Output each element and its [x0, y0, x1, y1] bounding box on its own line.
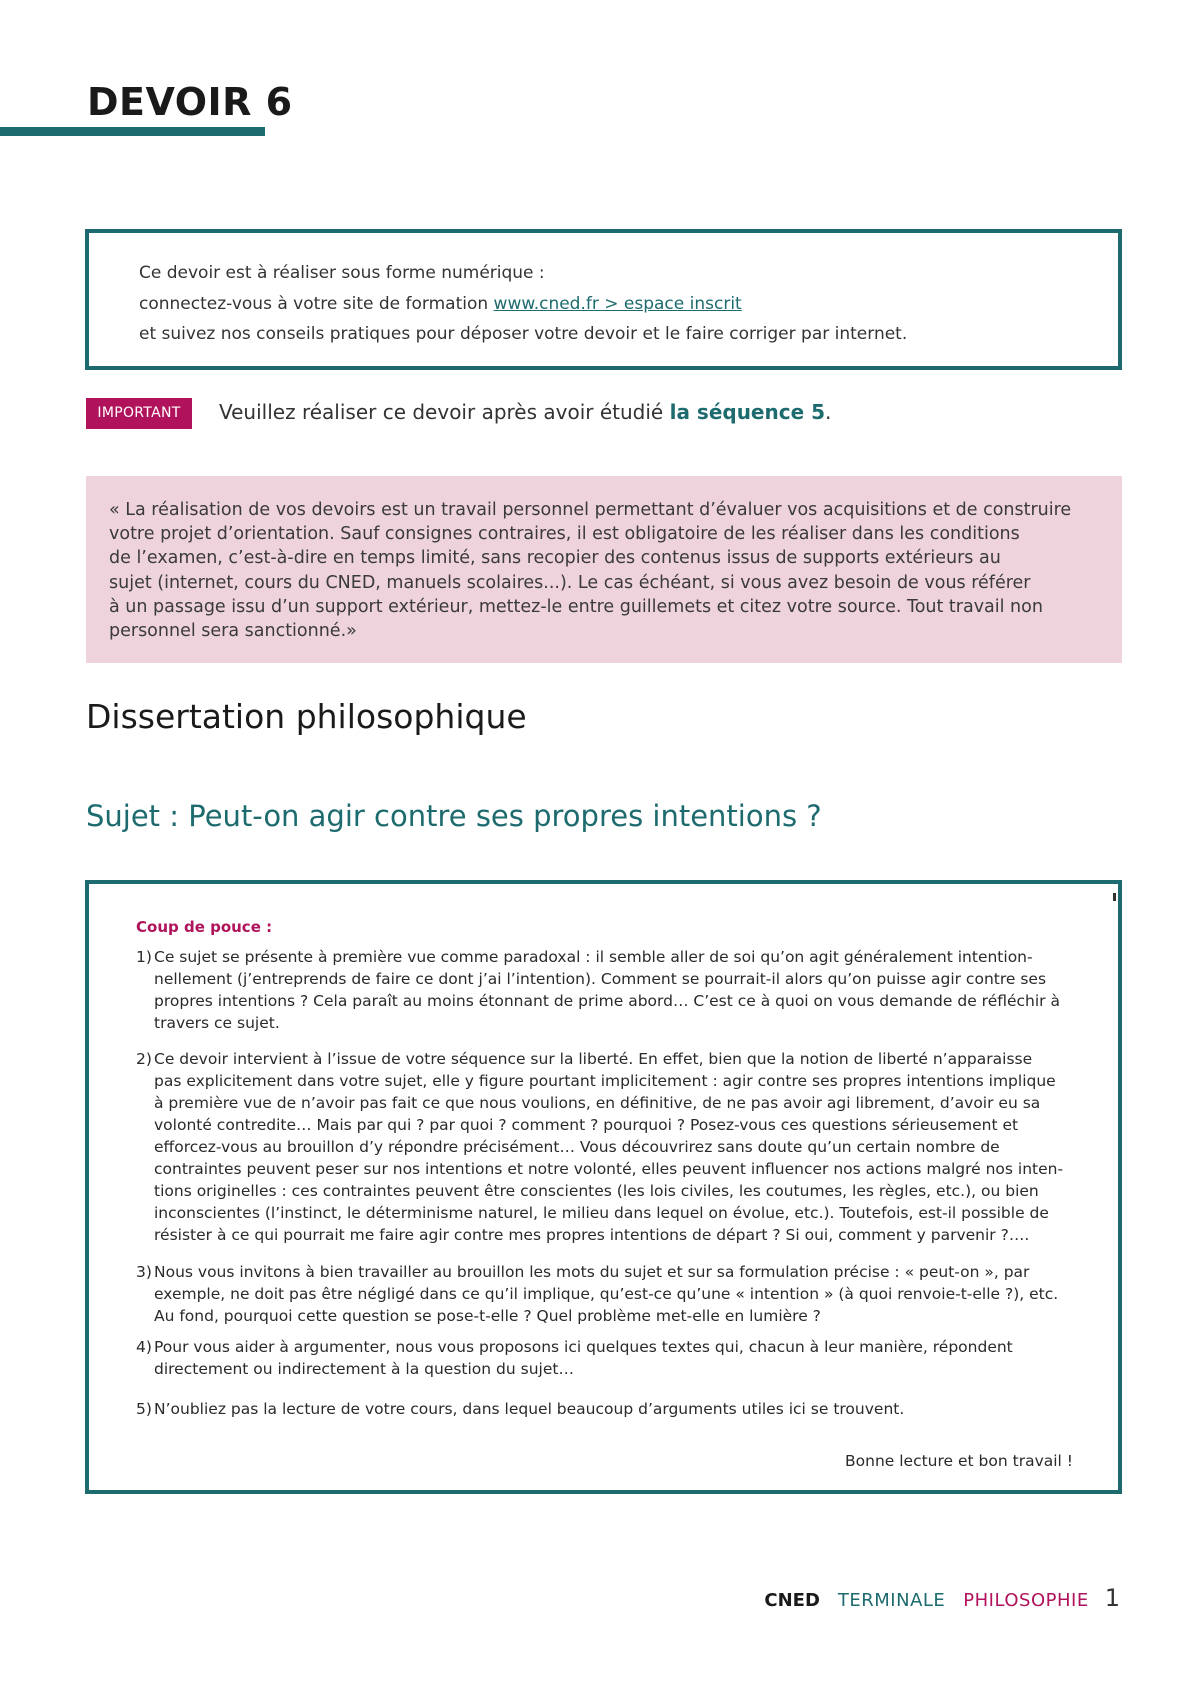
coup-de-pouce-box	[85, 880, 1122, 1494]
item-line: exemple, ne doit pas être négligé dans ce qu’il implique, qu’est-ce qu’une « intention » (à quoi renvoie-t-elle ?), etc.	[154, 1285, 1059, 1303]
important-text-prefix: Veuillez réaliser ce devoir après avoir étudié	[219, 400, 670, 424]
title-underline	[0, 127, 265, 136]
item-line: volonté contredite… Mais par qui ? par quoi ? comment ? pourquoi ? Posez-vous ces questions sérieusement et	[154, 1116, 1019, 1134]
item-number: 3)	[136, 1263, 152, 1281]
item-number: 1)	[136, 948, 152, 966]
item-line: tions originelles : ces contraintes peuvent être conscientes (les lois civiles, les coutumes, les règles, etc.), ou bien	[154, 1182, 1039, 1200]
item-line: Au fond, pourquoi cette question se pose-t-elle ? Quel problème met-elle en lumière ?	[154, 1307, 821, 1325]
list-item	[136, 946, 1066, 1034]
notice-line: « La réalisation de vos devoirs est un travail personnel permettant d’évaluer vos acquisitions et de construire	[109, 500, 1072, 520]
notice-line: votre projet d’orientation. Sauf consignes contraires, il est obligatoire de les réaliser dans les conditions	[109, 524, 1020, 545]
item-line: Ce sujet se présente à première vue comme paradoxal : il semble aller de soi qu’on agit généralement intention-	[154, 948, 1033, 966]
important-badge: IMPORTANT	[86, 398, 192, 429]
item-line: pas explicitement dans votre sujet, elle y figure pourtant implicitement : agir contre ses propres intentions implique	[154, 1072, 1056, 1090]
closing-text: Bonne lecture et bon travail !	[845, 1452, 1073, 1470]
item-line: N’oubliez pas la lecture de votre cours, dans lequel beaucoup d’arguments utiles ici se trouvent.	[154, 1400, 905, 1418]
info-line-2	[139, 294, 742, 314]
list-item	[136, 1398, 1066, 1420]
item-line: à première vue de n’avoir pas fait ce que nous voulions, en définitive, de ne pas avoir agi librement, d’avoir eu sa	[154, 1094, 1041, 1112]
info-box	[85, 229, 1122, 370]
list-item	[136, 1336, 1066, 1380]
item-line: Pour vous aider à argumenter, nous vous proposons ici quelques textes qui, chacun à leur manière, répondent	[154, 1338, 1013, 1356]
important-text	[219, 400, 831, 424]
footer-subject: PHILOSOPHIE	[963, 1590, 1089, 1611]
footer-org: CNED	[764, 1590, 820, 1611]
notice-line: personnel sera sanctionné.»	[109, 621, 357, 642]
info-line-3: et suivez nos conseils pratiques pour déposer votre devoir et le faire corriger par internet.	[139, 324, 908, 344]
item-number: 2)	[136, 1050, 152, 1068]
item-line: Nous vous invitons à bien travailler au brouillon les mots du sujet et sur sa formulation précise : « peut-on », par	[154, 1263, 1030, 1281]
list-item	[136, 1261, 1066, 1327]
info-line-1: Ce devoir est à réaliser sous forme numérique :	[139, 263, 545, 283]
footer-level: TERMINALE	[837, 1590, 946, 1611]
item-line: efforcez-vous au brouillon d’y répondre précisément… Vous découvrirez sans doute qu’un certain nombre de	[154, 1138, 1000, 1156]
notice-line: sujet (internet, cours du CNED, manuels scolaires...). Le cas échéant, si vous avez besoin de vous référer	[109, 572, 1031, 593]
important-sequence: la séquence 5	[669, 400, 826, 424]
item-number: 5)	[136, 1400, 152, 1418]
notice-box	[86, 476, 1122, 663]
coup-de-pouce-title: Coup de pouce :	[136, 918, 273, 936]
item-line: contraintes peuvent peser sur nos intentions et notre volonté, elles peuvent influencer nos actions malgré nos inten-	[154, 1160, 1064, 1178]
notice-line: à un passage issu d’un support extérieur, mettez-le entre guillemets et citez votre source. Tout travail non	[109, 596, 1043, 617]
list-item	[136, 1048, 1066, 1246]
item-line: nellement (j’entreprends de faire ce dont j’ai l’intention). Comment se pourrait-il alors qu’on puisse agir contre ses	[154, 970, 1047, 988]
item-line: Ce devoir intervient à l’issue de votre séquence sur la liberté. En effet, bien que la notion de liberté n’apparaisse	[154, 1050, 1033, 1068]
notice-line: de l’examen, c’est-à-dire en temps limité, sans recopier des contenus issus de supports extérieurs au	[109, 548, 1001, 569]
page-number: 1	[1104, 1584, 1120, 1612]
item-line: inconscientes (l’instinct, le déterminisme naturel, le milieu dans lequel on évolue, etc.). Toutefois, est-il possible de	[154, 1204, 1049, 1222]
subject-heading: Sujet : Peut-on agir contre ses propres intentions ?	[86, 799, 822, 833]
important-text-suffix: .	[825, 400, 832, 424]
item-line: directement ou indirectement à la question du sujet…	[154, 1360, 574, 1378]
section-title: Dissertation philosophique	[86, 697, 527, 736]
footer	[764, 1584, 1120, 1612]
page-title: DEVOIR 6	[87, 80, 293, 124]
cned-link[interactable]: www.cned.fr > espace inscrit	[493, 294, 742, 314]
item-line: résister à ce qui pourrait me faire agir contre mes propres intentions de départ ? Si oui, comment y parvenir ?….	[154, 1226, 1030, 1244]
item-line: propres intentions ? Cela paraît au moins étonnant de prime abord… C’est ce à quoi on vous demande de réfléchir à	[154, 992, 1060, 1010]
info-line-2-prefix: connectez-vous à votre site de formation	[139, 294, 494, 314]
item-line: travers ce sujet.	[154, 1014, 280, 1032]
item-number: 4)	[136, 1338, 152, 1356]
